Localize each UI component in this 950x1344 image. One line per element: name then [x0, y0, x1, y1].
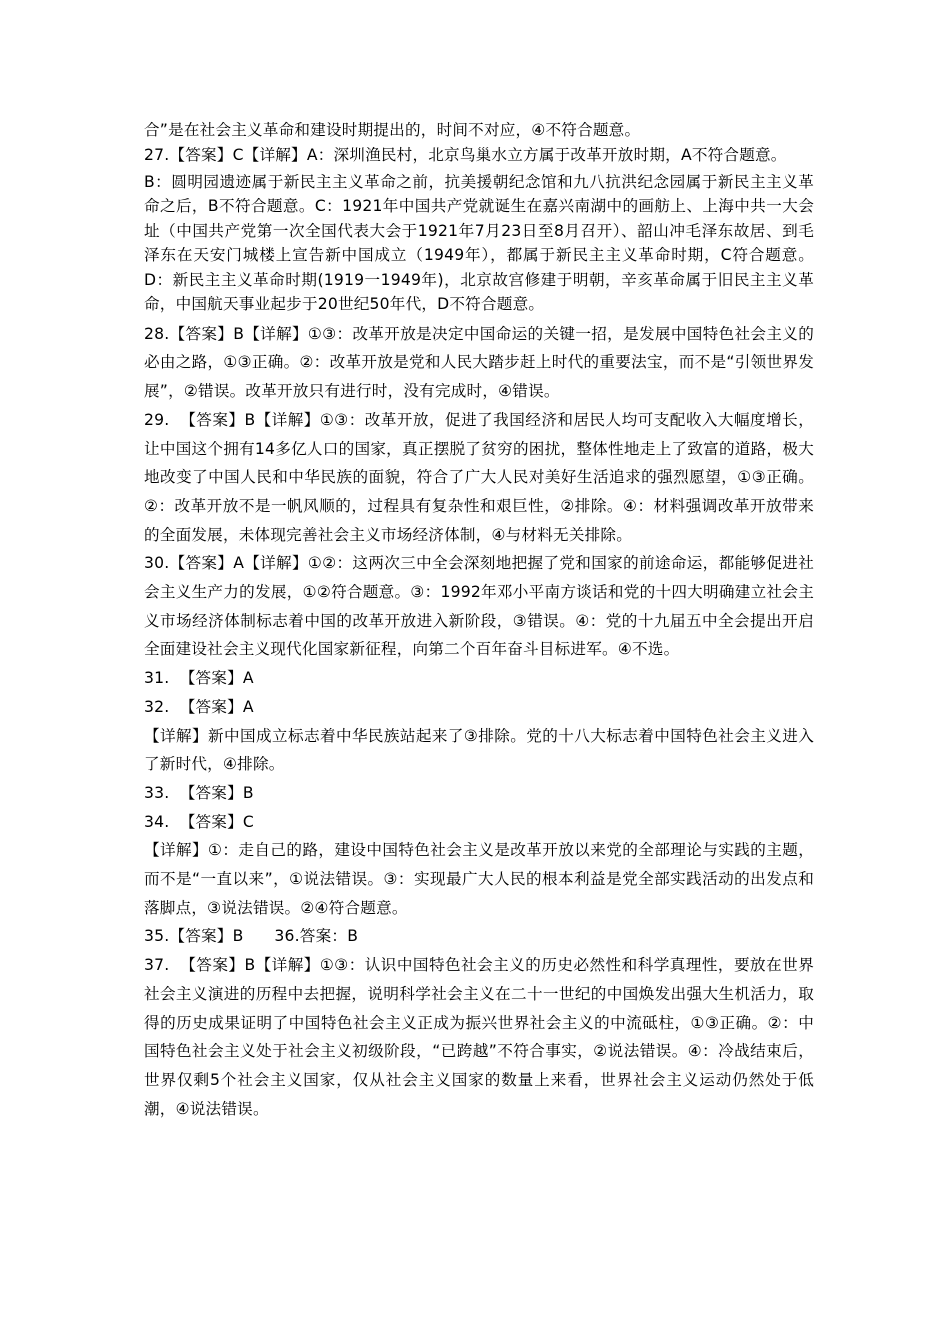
paragraph-32-detail: 【详解】新中国成立标志着中华民族站起来了③排除。党的十八大标志着中国特色社会主义进入了新时代，④排除。 — [144, 726, 814, 774]
paragraph-27: 27.【答案】C【详解】A：深圳渔民村，北京鸟巢水立方属于改革开放时期，A不符合题意。 — [144, 145, 787, 164]
paragraph-34-detail: 【详解】①：走自己的路，建设中国特色社会主义是改革开放以来党的全部理论与实践的主题，而不是“一直以来”，①说法错误。③：实现最广大人民的根本利益是党全部实践活动的出发点和落脚点，③说法错误。②④符合题意。 — [144, 841, 814, 917]
paragraph-35-36: 35.【答案】B 36.答案：B — [144, 927, 359, 946]
paragraph-29: 29. 【答案】B【详解】①③：改革开放，促进了我国经济和居民人均可支配收入大幅度增长，让中国这个拥有14多亿人口的国家，真正摆脱了贫穷的困扰，整体性地走上了致富的道路，极大地改变了中国人民和中华民族的面貌，符合了广大人民对美好生活追求的强烈愿望，①③正确。②：改革开放不是一帆风顺的，过程具有复杂性和艰巨性，②排除。④：材料强调改革开放带来的全面发展，未体现完善社会主义市场经济体制，④与材料无关排除。 — [144, 410, 814, 544]
paragraph-33: 33. 【答案】B — [144, 783, 254, 802]
paragraph-32: 32. 【答案】A — [144, 697, 254, 716]
paragraph-34: 34. 【答案】C — [144, 812, 254, 831]
paragraph-31: 31. 【答案】A — [144, 669, 254, 688]
answer-document — [144, 116, 814, 1123]
paragraph-30: 30.【答案】A【详解】①②：这两次三中全会深刻地把握了党和国家的前途命运，都能够促进社会主义生产力的发展，①②符合题意。③：1992年邓小平南方谈话和党的十四大明确建立社会主义市场经济体制标志着中国的改革开放进入新阶段，③错误。④：党的十九届五中全会提出开启全面建设社会主义现代化国家新征程，向第二个百年奋斗目标进军。④不选。 — [144, 554, 814, 659]
paragraph-37: 37. 【答案】B【详解】①③：认识中国特色社会主义的历史必然性和科学真理性，要放在世界社会主义演进的历程中去把握，说明科学社会主义在二十一世纪的中国焕发出强大生机活力，取得的历史成果证明了中国特色社会主义正成为振兴世界社会主义的中流砥柱，①③正确。②：中国特色社会主义处于社会主义初级阶段，“已跨越”不符合事实，②说法错误。④：冷战结束后，世界仅剩5个社会主义国家，仅从社会主义国家的数量上来看，世界社会主义运动仍然处于低潮，④说法错误。 — [144, 956, 814, 1118]
paragraph-28: 28.【答案】B【详解】①③：改革开放是决定中国命运的关键一招，是发展中国特色社会主义的必由之路，①③正确。②：改革开放是党和人民大踏步赶上时代的重要法宝，而不是“引领世界发展”，②错误。改革开放只有进行时，没有完成时，④错误。 — [144, 324, 814, 401]
paragraph-27-detail: B：圆明园遗迹属于新民主主义革命之前，抗美援朝纪念馆和九八抗洪纪念园属于新民主主义革命之后，B不符合题意。C：1921年中国共产党就诞生在嘉兴南湖中的画舫上、上海中共一大会址（中国共产党第一次全国代表大会于1921年7月23日至8月召开）、韶山冲毛泽东故居、到毛泽东在天安门城楼上宣告新中国成立（1949年），都属于新民主主义革命时期，C符合题意。D：新民主主义革命时期(1919一1949年)，北京故宫修建于明朝，辛亥革命属于旧民主主义革命，中国航天事业起步于20世纪50年代，D不符合题意。 — [144, 172, 814, 314]
paragraph-26-tail: 合”是在社会主义革命和建设时期提出的，时间不对应，④不符合题意。 — [144, 121, 641, 139]
